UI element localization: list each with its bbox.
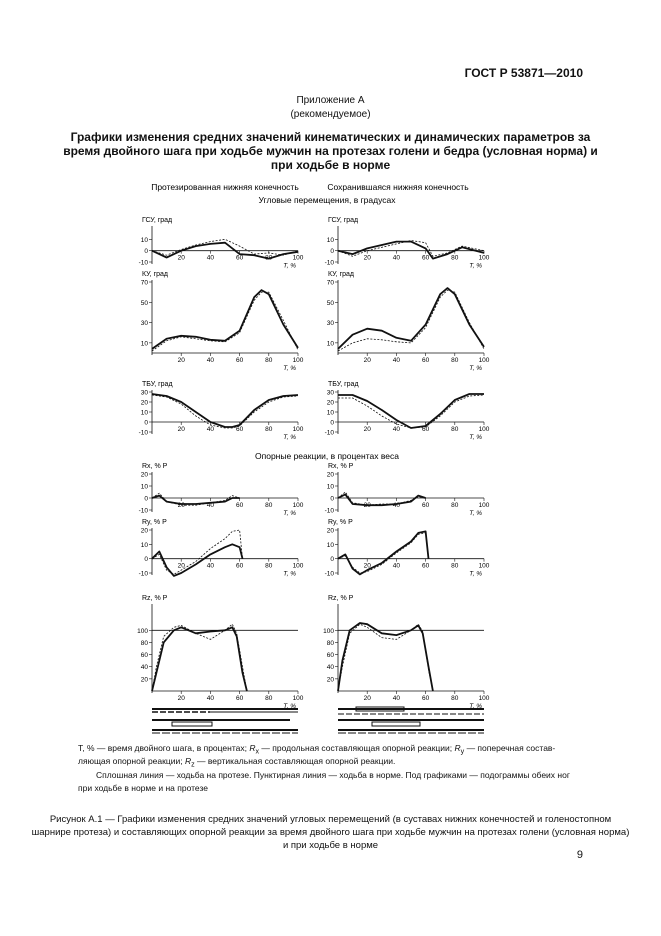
- chart-panel: [139, 381, 304, 441]
- chart-title: Rz, % P: [328, 595, 354, 602]
- y-tick-label: 10: [140, 236, 148, 244]
- x-tick-label: 80: [265, 254, 273, 262]
- series-line-solid: [338, 288, 484, 349]
- y-tick-label: 10: [326, 340, 334, 348]
- x-tick-label: 20: [177, 695, 185, 702]
- x-axis-label: T, %: [283, 510, 296, 517]
- x-tick-label: 40: [206, 426, 215, 433]
- chart-panel: [325, 381, 490, 441]
- x-tick-label: 40: [392, 562, 401, 570]
- y-tick-label: 30: [326, 320, 334, 328]
- x-tick-label: 40: [206, 562, 215, 570]
- appendix-label: Приложение А: [296, 95, 365, 106]
- y-tick-label: 0: [330, 419, 334, 427]
- y-tick-label: 50: [140, 299, 148, 307]
- y-tick-label: 40: [326, 664, 334, 672]
- appendix-status: (рекомендуемое): [290, 109, 371, 120]
- page-number: 9: [576, 849, 583, 861]
- x-tick-label: 100: [292, 695, 304, 702]
- x-tick-label: 20: [363, 426, 371, 433]
- x-tick-label: 100: [292, 562, 304, 570]
- y-tick-label: 100: [137, 627, 148, 635]
- y-tick-label: 30: [326, 389, 334, 397]
- page-title: Графики изменения средних значений кинематических и динамических параметров за время двойного шага при ходьбе мужчин на протезах голени и бедра (условная норма) и при ходьбе в норме: [63, 130, 598, 172]
- x-tick-label: 20: [363, 562, 371, 570]
- x-tick-label: 40: [392, 426, 401, 433]
- y-tick-label: 10: [326, 483, 334, 491]
- chart-panel: [141, 271, 304, 372]
- x-tick-label: 40: [392, 357, 401, 364]
- x-tick-label: 20: [177, 426, 185, 433]
- series-line-dashed: [152, 530, 243, 574]
- x-tick-label: 60: [235, 562, 244, 570]
- x-tick-label: 60: [421, 426, 430, 433]
- x-tick-label: 40: [392, 254, 401, 262]
- column-label-right: Сохранившаяся нижняя конечность: [327, 182, 469, 192]
- x-tick-label: 100: [292, 426, 304, 433]
- charts-group: [137, 217, 490, 710]
- y-tick-label: 20: [326, 471, 334, 479]
- x-tick-label: 40: [392, 695, 401, 702]
- y-tick-label: -10: [324, 570, 334, 578]
- x-tick-label: 100: [478, 357, 490, 364]
- y-tick-label: 70: [140, 279, 148, 287]
- x-axis-label: T, %: [469, 510, 482, 517]
- y-tick-label: 20: [140, 471, 148, 479]
- y-tick-label: -10: [138, 429, 148, 437]
- x-tick-label: 60: [421, 562, 430, 570]
- x-tick-label: 80: [451, 426, 459, 433]
- y-tick-label: 10: [326, 541, 334, 549]
- y-tick-label: 30: [140, 389, 148, 397]
- caption-line-1: T, % — время двойного шага, в процентах; $R_x$ — продольная составляющая опорной реакции; $R_y$ — поперечная состав-: [78, 743, 556, 756]
- y-tick-label: 10: [140, 340, 148, 348]
- chart-title: Rx, % P: [328, 463, 354, 470]
- x-axis-label: T, %: [469, 703, 482, 710]
- x-tick-label: 80: [265, 357, 273, 364]
- x-tick-label: 60: [235, 502, 244, 509]
- x-tick-label: 100: [292, 502, 304, 509]
- y-tick-label: 20: [326, 676, 334, 684]
- y-tick-label: 100: [323, 627, 334, 635]
- x-tick-label: 20: [363, 695, 371, 702]
- chart-panel: [325, 217, 490, 270]
- y-tick-label: 0: [330, 556, 334, 564]
- series-line-dashed: [338, 290, 484, 351]
- y-tick-label: 10: [140, 541, 148, 549]
- y-tick-label: 0: [144, 248, 148, 256]
- x-tick-label: 100: [478, 426, 490, 433]
- series-line-solid: [152, 544, 243, 576]
- x-tick-label: 80: [265, 502, 273, 509]
- x-tick-label: 40: [206, 695, 215, 702]
- chart-title: ТБУ, град: [142, 381, 173, 388]
- caption-line-2: ляющая опорной реакции; $R_z$ — вертикальная составляющая опорной реакции.: [78, 756, 396, 769]
- series-line-solid: [338, 242, 484, 259]
- chart-panel: [139, 519, 304, 578]
- x-tick-label: 100: [478, 562, 490, 570]
- section-forces-label: Опорные реакции, в процентах веса: [255, 451, 399, 461]
- x-tick-label: 60: [235, 426, 244, 433]
- x-tick-label: 60: [421, 695, 430, 702]
- x-tick-label: 100: [292, 357, 304, 364]
- y-tick-label: 30: [140, 320, 148, 328]
- y-tick-label: 70: [326, 279, 334, 287]
- chart-panel: [139, 463, 304, 517]
- y-tick-label: 10: [140, 483, 148, 491]
- x-tick-label: 100: [478, 254, 490, 262]
- chart-title: Ry, % P: [142, 519, 167, 526]
- x-tick-label: 40: [206, 502, 215, 509]
- podogram-left: [152, 709, 298, 733]
- y-tick-label: 0: [144, 495, 148, 503]
- series-line-solid: [338, 531, 429, 574]
- x-tick-label: 40: [392, 502, 401, 509]
- x-axis-label: T, %: [283, 570, 296, 578]
- column-label-left: Протезированная нижняя конечность: [151, 182, 299, 192]
- y-tick-label: -10: [138, 507, 148, 515]
- y-tick-label: -10: [324, 507, 334, 515]
- y-tick-label: 10: [326, 236, 334, 244]
- y-tick-label: 20: [140, 399, 148, 407]
- series-line-dashed: [152, 292, 298, 351]
- x-tick-label: 100: [292, 254, 304, 262]
- y-tick-label: -10: [324, 259, 334, 267]
- y-tick-label: -10: [138, 570, 148, 578]
- chart-title: КУ, град: [328, 271, 354, 278]
- y-tick-label: 80: [140, 639, 148, 647]
- y-tick-label: 10: [140, 409, 148, 417]
- y-tick-label: 40: [140, 664, 148, 672]
- x-tick-label: 20: [363, 502, 371, 509]
- chart-title: ТБУ, град: [328, 381, 359, 388]
- series-line-dashed: [338, 395, 484, 428]
- podogram-right: [338, 707, 484, 733]
- y-tick-label: 10: [326, 409, 334, 417]
- x-tick-label: 40: [206, 357, 215, 364]
- x-tick-label: 20: [363, 254, 371, 262]
- x-tick-label: 20: [363, 357, 371, 364]
- chart-panel: [139, 217, 304, 270]
- chart-title: ГСУ, град: [142, 217, 173, 224]
- x-tick-label: 80: [451, 502, 459, 509]
- x-axis-label: T, %: [469, 570, 482, 578]
- chart-title: ГСУ, град: [328, 217, 359, 224]
- y-tick-label: 50: [326, 299, 334, 307]
- x-tick-label: 40: [206, 254, 215, 262]
- caption-line-4: при ходьбе в норме и на протезе: [78, 783, 208, 793]
- x-tick-label: 20: [177, 254, 185, 262]
- chart-title: Rz, % P: [142, 595, 168, 602]
- x-tick-label: 80: [451, 357, 459, 364]
- x-tick-label: 80: [265, 426, 273, 433]
- chart-panel: [325, 519, 490, 578]
- x-tick-label: 80: [451, 562, 459, 570]
- x-axis-label: T, %: [283, 434, 296, 441]
- y-tick-label: 0: [144, 419, 148, 427]
- y-tick-label: 60: [326, 652, 334, 660]
- y-tick-label: 0: [144, 556, 148, 564]
- section-angles-label: Угловые перемещения, в градусах: [258, 195, 396, 205]
- y-tick-label: 20: [140, 676, 148, 684]
- caption-line-3: Сплошная линия — ходьба на протезе. Пунктирная линия — ходьба в норме. Под графиками — подограммы обеих ног: [96, 770, 570, 780]
- y-tick-label: 20: [326, 399, 334, 407]
- x-tick-label: 60: [421, 254, 430, 262]
- x-axis-label: T, %: [283, 365, 296, 372]
- series-line-solid: [152, 627, 247, 691]
- chart-panel: [325, 463, 490, 517]
- x-axis-label: T, %: [469, 262, 482, 270]
- x-axis-label: T, %: [283, 262, 296, 270]
- chart-title: Rx, % P: [142, 463, 168, 470]
- x-axis-label: T, %: [283, 703, 296, 710]
- x-tick-label: 100: [478, 695, 490, 702]
- y-tick-label: 80: [326, 639, 334, 647]
- chart-panel: [323, 595, 490, 710]
- y-tick-label: -10: [324, 429, 334, 437]
- x-tick-label: 60: [235, 254, 244, 262]
- x-tick-label: 60: [421, 502, 430, 509]
- y-tick-label: 0: [330, 248, 334, 256]
- podograms: [152, 707, 484, 733]
- series-line-dashed: [338, 241, 484, 257]
- y-tick-label: -10: [138, 259, 148, 267]
- x-tick-label: 60: [421, 357, 430, 364]
- series-line-dashed: [152, 624, 247, 691]
- x-tick-label: 60: [235, 695, 244, 702]
- x-tick-label: 100: [478, 502, 490, 509]
- x-tick-label: 80: [451, 695, 459, 702]
- x-axis-label: T, %: [469, 365, 482, 372]
- series-line-solid: [338, 494, 426, 505]
- series-line-dashed: [152, 239, 298, 255]
- x-tick-label: 80: [265, 562, 273, 570]
- figure-caption: Рисунок А.1 — Графики изменения средних значений угловых перемещений (в суставах нижних конечностей и голеностопном шарнире протеза) и составляющих опорной реакции за время двойного шага при ходьбе мужчин на протезах голени (условная норма) и при ходьбе в норме: [31, 814, 630, 851]
- x-tick-label: 80: [451, 254, 459, 262]
- x-tick-label: 60: [235, 357, 244, 364]
- chart-panel: [137, 595, 304, 710]
- chart-panel: [327, 271, 490, 372]
- series-line-solid: [338, 623, 433, 691]
- y-tick-label: 60: [140, 652, 148, 660]
- chart-title: КУ, град: [142, 271, 168, 278]
- y-tick-label: 20: [140, 527, 148, 535]
- x-tick-label: 80: [265, 695, 273, 702]
- y-tick-label: 20: [326, 527, 334, 535]
- series-line-solid: [152, 290, 298, 349]
- x-tick-label: 20: [177, 502, 185, 509]
- standard-id: ГОСТ Р 53871—2010: [464, 66, 583, 80]
- x-axis-label: T, %: [469, 434, 482, 441]
- chart-title: Ry, % P: [328, 519, 353, 526]
- x-tick-label: 20: [177, 562, 185, 570]
- x-tick-label: 20: [177, 357, 185, 364]
- y-tick-label: 0: [330, 495, 334, 503]
